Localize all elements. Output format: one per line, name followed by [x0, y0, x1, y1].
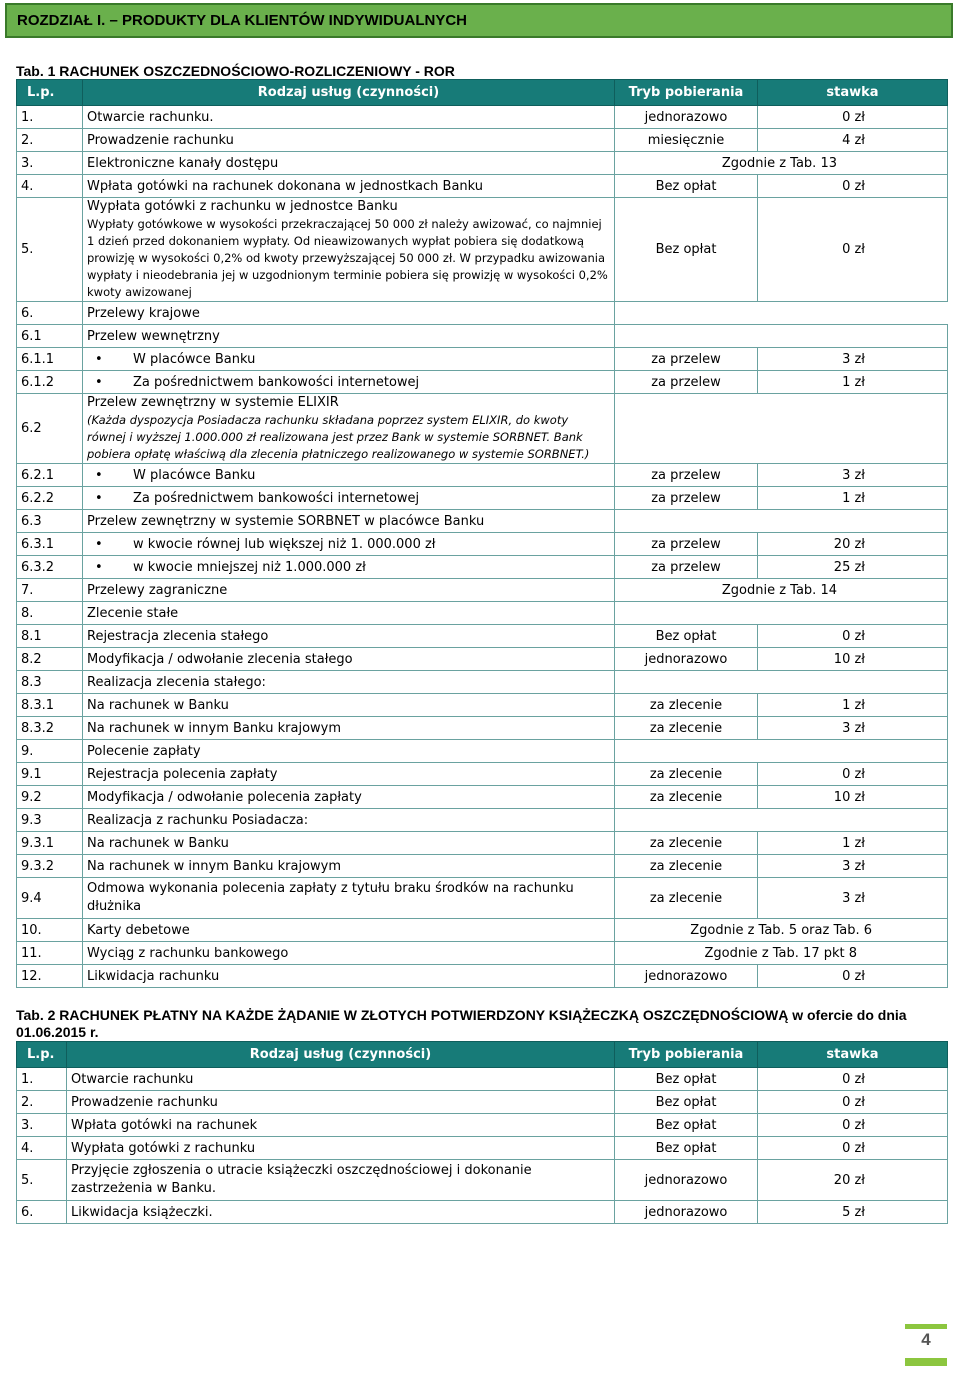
table-row [17, 556, 948, 579]
row-service: Modyfikacja / odwołanie zlecenia stałego [83, 648, 615, 671]
row-service: Na rachunek w innym Banku krajowym [83, 855, 615, 878]
row-service: Na rachunek w innym Banku krajowym [83, 717, 615, 740]
table-row [17, 1201, 948, 1224]
row-lp: 6.3.2 [17, 556, 83, 579]
row-lp: 9.2 [17, 786, 83, 809]
page-number-bottom-bar [905, 1358, 947, 1366]
row-rate: 1 zł [758, 487, 948, 510]
row-lp: 9.4 [17, 878, 83, 919]
row-service: Za pośrednictwem bankowości internetowej [133, 490, 420, 506]
row-service: Przyjęcie zgłoszenia o utracie książeczki oszczędnościowej i dokonanie zastrzeżenia w Banku. [67, 1160, 615, 1201]
row-mode: Bez opłat [615, 175, 758, 198]
tab1-table [16, 79, 948, 988]
row-mode: Bez opłat [615, 625, 758, 648]
col-header-mode: Tryb pobierania [615, 80, 758, 106]
row-rate: 20 zł [758, 533, 948, 556]
table-row [17, 198, 948, 302]
page-number: 4 [921, 1330, 931, 1349]
row-lp: 2. [17, 1091, 67, 1114]
table-row [17, 129, 948, 152]
row-mode: za zlecenie [615, 832, 758, 855]
col-header-service: Rodzaj usług (czynności) [67, 1042, 615, 1068]
row-lp: 1. [17, 1068, 67, 1091]
bullet-icon: • [95, 490, 103, 506]
bullet-icon: • [95, 536, 103, 552]
row-mode: za przelew [615, 556, 758, 579]
row-rate: 0 zł [758, 106, 948, 129]
row-lp: 6. [17, 1201, 67, 1224]
tab1-header-row [17, 80, 948, 106]
row-lp: 8. [17, 602, 83, 625]
row-lp: 8.3.2 [17, 717, 83, 740]
row-mode: jednorazowo [615, 1201, 758, 1224]
row-merged: Zgodnie z Tab. 13 [615, 152, 948, 175]
tab2-header-row [17, 1042, 948, 1068]
row-mode: Bez opłat [615, 1091, 758, 1114]
row-note: (Każda dyspozycja Posiadacza rachunku składana poprzez system ELIXIR, do kwoty równej i wyższej 1.000.000 zł realizowana jest przez Bank w systemie SORBNET. Bank pobiera opłatę właściwą dla zlecenia płatniczego realizowanego w systemie SORBNET.) [87, 413, 590, 461]
bullet-icon: • [95, 351, 103, 367]
col-header-lp: L.p. [17, 80, 83, 106]
row-service: Na rachunek w Banku [83, 832, 615, 855]
row-rate: 1 zł [758, 832, 948, 855]
col-header-rate: stawka [758, 80, 948, 106]
row-lp: 8.2 [17, 648, 83, 671]
tab1-title: Tab. 1 RACHUNEK OSZCZEDNOŚCIOWO-ROZLICZENIOWY - ROR [16, 63, 455, 79]
row-lp: 6.2.2 [17, 487, 83, 510]
row-mode: Bez opłat [615, 1114, 758, 1137]
row-lp: 1. [17, 106, 83, 129]
row-rate: 20 zł [758, 1160, 948, 1201]
row-lp: 9.1 [17, 763, 83, 786]
table-row [17, 302, 948, 325]
table-row [17, 106, 948, 129]
col-header-mode: Tryb pobierania [615, 1042, 758, 1068]
bullet-icon: • [95, 559, 103, 575]
row-service: Za pośrednictwem bankowości internetowej [133, 374, 420, 390]
row-mode: za przelew [615, 371, 758, 394]
row-lp: 9.3.2 [17, 855, 83, 878]
table-row [17, 464, 948, 487]
table-row [17, 919, 948, 942]
row-rate: 0 zł [758, 198, 948, 302]
row-service: Zlecenie stałe [83, 602, 615, 625]
table-row [17, 602, 948, 625]
row-lp: 6. [17, 302, 83, 325]
row-rate: 1 zł [758, 371, 948, 394]
row-service: Karty debetowe [83, 919, 615, 942]
row-rate: 0 zł [758, 1068, 948, 1091]
row-service: Otwarcie rachunku [67, 1068, 615, 1091]
row-lp: 2. [17, 129, 83, 152]
row-service: Modyfikacja / odwołanie polecenia zapłaty [83, 786, 615, 809]
row-lp: 9. [17, 740, 83, 763]
row-service: Likwidacja rachunku [83, 965, 615, 988]
row-mode: za zlecenie [615, 694, 758, 717]
table-row [17, 717, 948, 740]
tab2-table [16, 1041, 948, 1224]
row-mode: za zlecenie [615, 786, 758, 809]
row-mode: jednorazowo [615, 1160, 758, 1201]
row-mode: za zlecenie [615, 763, 758, 786]
row-mode: Bez opłat [615, 198, 758, 302]
row-service: W placówce Banku [133, 467, 256, 483]
row-rate: 3 zł [758, 717, 948, 740]
table-row [17, 152, 948, 175]
row-lp: 9.3.1 [17, 832, 83, 855]
table-row [17, 832, 948, 855]
table-row [17, 740, 948, 763]
row-lp: 6.2 [17, 394, 83, 464]
table-row [17, 763, 948, 786]
row-rate: 0 zł [758, 763, 948, 786]
row-service: Przelewy krajowe [83, 302, 615, 325]
row-lp: 5. [17, 198, 83, 302]
row-service: Przelewy zagraniczne [83, 579, 615, 602]
row-merged: Zgodnie z Tab. 17 pkt 8 [615, 942, 948, 965]
row-rate: 0 zł [758, 625, 948, 648]
table-row [17, 878, 948, 919]
row-service: Realizacja zlecenia stałego: [83, 671, 615, 694]
row-lp: 5. [17, 1160, 67, 1201]
row-lp: 6.2.1 [17, 464, 83, 487]
row-service: Elektroniczne kanały dostępu [83, 152, 615, 175]
table-row [17, 1114, 948, 1137]
row-lp: 12. [17, 965, 83, 988]
table-row [17, 809, 948, 832]
row-rate: 3 zł [758, 855, 948, 878]
row-service: w kwocie mniejszej niż 1.000.000 zł [133, 559, 366, 575]
table-row [17, 625, 948, 648]
row-rate: 5 zł [758, 1201, 948, 1224]
row-service: Rejestracja polecenia zapłaty [83, 763, 615, 786]
row-mode: jednorazowo [615, 648, 758, 671]
row-service: Wpłata gotówki na rachunek [67, 1114, 615, 1137]
row-rate: 0 zł [758, 1137, 948, 1160]
row-lp: 6.1.1 [17, 348, 83, 371]
table-row [17, 487, 948, 510]
row-rate: 0 zł [758, 1091, 948, 1114]
row-rate: 0 zł [758, 965, 948, 988]
row-rate: 3 zł [758, 348, 948, 371]
table-row [17, 1137, 948, 1160]
row-rate: 10 zł [758, 648, 948, 671]
bullet-icon: • [95, 467, 103, 483]
row-lp: 3. [17, 152, 83, 175]
row-mode: za zlecenie [615, 717, 758, 740]
row-service: Polecenie zapłaty [83, 740, 615, 763]
row-mode: jednorazowo [615, 965, 758, 988]
row-service: Przelew zewnętrzny w systemie ELIXIR [87, 395, 339, 410]
table-row [17, 694, 948, 717]
row-mode: Bez opłat [615, 1137, 758, 1160]
row-rate: 0 zł [758, 175, 948, 198]
row-service: Wypłata gotówki z rachunku w jednostce Banku [87, 199, 398, 214]
row-service: Przelew zewnętrzny w systemie SORBNET w placówce Banku [83, 510, 615, 533]
table-row [17, 533, 948, 556]
row-rate: 3 zł [758, 878, 948, 919]
table-row [17, 855, 948, 878]
row-service: Prowadzenie rachunku [83, 129, 615, 152]
row-service: Wpłata gotówki na rachunek dokonana w jednostkach Banku [83, 175, 615, 198]
row-mode: jednorazowo [615, 106, 758, 129]
table-row [17, 786, 948, 809]
table-row [17, 371, 948, 394]
row-mode: miesięcznie [615, 129, 758, 152]
bullet-icon: • [95, 374, 103, 390]
row-merged: Zgodnie z Tab. 14 [615, 579, 948, 602]
row-lp: 8.3 [17, 671, 83, 694]
row-service: Przelew wewnętrzny [83, 325, 615, 348]
row-service: Wypłata gotówki z rachunku [67, 1137, 615, 1160]
row-lp: 6.3 [17, 510, 83, 533]
row-rate: 3 zł [758, 464, 948, 487]
table-row [17, 671, 948, 694]
row-mode: za zlecenie [615, 855, 758, 878]
row-lp: 7. [17, 579, 83, 602]
row-mode: za przelew [615, 348, 758, 371]
row-service: Na rachunek w Banku [83, 694, 615, 717]
table-row [17, 1091, 948, 1114]
row-service: Realizacja z rachunku Posiadacza: [83, 809, 615, 832]
row-lp: 3. [17, 1114, 67, 1137]
table-row [17, 510, 948, 533]
row-lp: 4. [17, 175, 83, 198]
row-mode: za przelew [615, 533, 758, 556]
page-number-badge [905, 1324, 947, 1366]
table-row [17, 579, 948, 602]
row-service: W placówce Banku [133, 351, 256, 367]
col-header-rate: stawka [758, 1042, 948, 1068]
row-rate: 10 zł [758, 786, 948, 809]
page-number-top-bar [905, 1324, 947, 1329]
row-lp: 8.3.1 [17, 694, 83, 717]
row-service: Wyciąg z rachunku bankowego [83, 942, 615, 965]
row-lp: 6.1 [17, 325, 83, 348]
row-service: Likwidacja książeczki. [67, 1201, 615, 1224]
row-rate: 25 zł [758, 556, 948, 579]
table-row [17, 648, 948, 671]
row-lp: 6.1.2 [17, 371, 83, 394]
row-service: Otwarcie rachunku. [83, 106, 615, 129]
table-row [17, 942, 948, 965]
row-lp: 6.3.1 [17, 533, 83, 556]
row-merged: Zgodnie z Tab. 5 oraz Tab. 6 [615, 919, 948, 942]
table-row [17, 965, 948, 988]
row-rate: 4 zł [758, 129, 948, 152]
row-service: Rejestracja zlecenia stałego [83, 625, 615, 648]
row-service: Odmowa wykonania polecenia zapłaty z tytułu braku środków na rachunku dłużnika [83, 878, 615, 919]
row-lp: 11. [17, 942, 83, 965]
row-mode: za przelew [615, 464, 758, 487]
col-header-lp: L.p. [17, 1042, 67, 1068]
table-row [17, 1160, 948, 1201]
section-title: ROZDZIAŁ I. – PRODUKTY DLA KLIENTÓW INDYWIDUALNYCH [5, 3, 953, 38]
row-service: Prowadzenie rachunku [67, 1091, 615, 1114]
col-header-service: Rodzaj usług (czynności) [83, 80, 615, 106]
tab2-title: Tab. 2 RACHUNEK PŁATNY NA KAŻDE ŻĄDANIE W ZŁOTYCH POTWIERDZONY KSIĄŻECZKĄ OSZCZĘDNOŚCIOWĄ w ofercie do dnia 01.06.2015 r. [16, 1007, 907, 1040]
table-row [17, 175, 948, 198]
table-row [17, 394, 948, 464]
row-lp: 8.1 [17, 625, 83, 648]
row-mode: za przelew [615, 487, 758, 510]
table-row [17, 325, 948, 348]
row-rate: 0 zł [758, 1114, 948, 1137]
row-note: Wypłaty gotówkowe w wysokości przekraczającej 50 000 zł należy awizować, co najmniej 1 dzień przed dokonaniem wypłaty. Od nieawizowanych wypłat pobiera się dodatkową prowizję w wysokości 0,2% od kwoty przewyższającej 50 000 zł. W przypadku awizowania wypłaty i nieodebrania jej w uzgodnionym terminie pobiera się prowizję w wysokości 0,2% kwoty awizowanej [87, 217, 608, 299]
row-mode: za zlecenie [615, 878, 758, 919]
row-mode: Bez opłat [615, 1068, 758, 1091]
row-lp: 9.3 [17, 809, 83, 832]
row-service: w kwocie równej lub większej niż 1. 000.000 zł [133, 536, 436, 552]
table-row [17, 1068, 948, 1091]
row-rate: 1 zł [758, 694, 948, 717]
row-lp: 4. [17, 1137, 67, 1160]
row-lp: 10. [17, 919, 83, 942]
table-row [17, 348, 948, 371]
